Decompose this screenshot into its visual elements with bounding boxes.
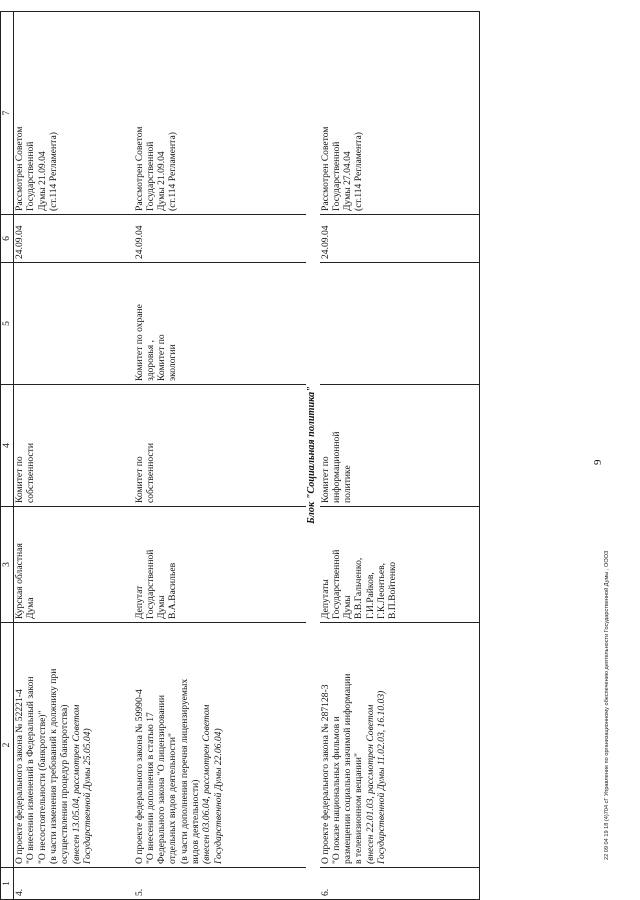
agenda-row bbox=[14, 12, 134, 900]
initiator-line: Думы bbox=[342, 595, 354, 619]
item-number-text: 4. bbox=[14, 888, 25, 896]
initiator-line: Думы bbox=[156, 595, 168, 619]
bill-line: О проекте федерального закона № 287128-3 bbox=[319, 684, 331, 864]
committee-line: политике bbox=[342, 465, 354, 503]
section-row bbox=[306, 12, 320, 900]
date-cell bbox=[320, 215, 480, 263]
bill-cell bbox=[14, 623, 134, 868]
committee-line: Комитет по bbox=[14, 456, 25, 503]
bill-line: О проекте федерального закона № 52221-4 bbox=[14, 689, 25, 864]
co-committee-cell bbox=[134, 263, 306, 385]
initiator-line: Курская областная bbox=[14, 543, 25, 619]
initiator-line: В.В.Гальченко, bbox=[353, 557, 365, 619]
col-header-1: 1 bbox=[1, 868, 14, 900]
date-cell bbox=[14, 215, 134, 263]
initiator-cell bbox=[14, 507, 134, 623]
date-text: 24.09.04 bbox=[319, 225, 331, 259]
bill-note-line: (внесен 22.01.03, рассмотрен Советом bbox=[364, 704, 376, 864]
co-committee-cell bbox=[320, 263, 480, 385]
bill-line: видов деятельности) bbox=[190, 779, 202, 864]
date-text: 24.09.04 bbox=[14, 225, 25, 259]
bill-line: "О показе национальных фильмов и bbox=[330, 716, 342, 864]
initiator-cell bbox=[134, 507, 306, 623]
bill-line: "О внесении дополнения в статью 17 bbox=[144, 712, 156, 864]
initiator-line: В.А.Васильев bbox=[167, 562, 179, 619]
initiator-line: Государственной bbox=[144, 549, 156, 619]
committee-cell bbox=[320, 385, 480, 507]
bill-cell bbox=[320, 623, 480, 868]
initiator-line: Г.К.Леонтьев, bbox=[376, 562, 388, 619]
note-line: Рассмотрен Советом bbox=[14, 126, 25, 211]
note-line: Думы 21.09.04 bbox=[36, 151, 48, 211]
co-committee-line: Комитет по охране bbox=[133, 304, 145, 381]
col-header-7: 7 bbox=[1, 12, 14, 215]
bill-line: в телевизионном вещании" bbox=[353, 753, 365, 864]
col-header-5: 5 bbox=[1, 263, 14, 385]
note-line: (ст.114 Регламента) bbox=[167, 132, 179, 211]
agenda-row bbox=[320, 12, 480, 900]
note-line: (ст.114 Регламента) bbox=[47, 132, 59, 211]
committee-line: собственности bbox=[25, 442, 37, 503]
footer-stamp: 22 09 04 19 18 (4)704 сГ Управление по организационному обеспечению деятельности Государственной Думы , ОООЗ bbox=[604, 550, 610, 860]
header-row bbox=[1, 12, 14, 900]
bill-note-line: Государственной Думы 11.02.03, 16.10.03) bbox=[376, 690, 388, 864]
co-committee-cell bbox=[14, 263, 134, 385]
note-line: Государственной bbox=[144, 141, 156, 211]
note-line: Государственной bbox=[25, 141, 37, 211]
co-committee-line: Комитет по bbox=[156, 334, 168, 381]
initiator-line: Г.И.Райков, bbox=[364, 572, 376, 619]
page-number: 9 bbox=[592, 459, 604, 465]
note-line: Рассмотрен Советом bbox=[319, 126, 331, 211]
committee-cell bbox=[14, 385, 134, 507]
bill-note-line: Государственной Думы 25.05.04) bbox=[81, 728, 93, 864]
initiator-line: Депутаты bbox=[319, 579, 331, 619]
note-cell bbox=[14, 12, 134, 215]
note-line: Государственной bbox=[330, 141, 342, 211]
committee-line: собственности bbox=[144, 442, 156, 503]
bill-note-line: Государственной Думы 22.06.04) bbox=[212, 728, 224, 864]
bill-line: (в части дополнения перечня лицензируемых bbox=[178, 678, 190, 864]
bill-line: (в части изменения требований к должнику при bbox=[47, 668, 59, 864]
bill-line: Федерального закона "О лицензировании bbox=[156, 694, 168, 864]
date-cell bbox=[134, 215, 306, 263]
note-line: Рассмотрен Советом bbox=[133, 126, 145, 211]
item-number bbox=[14, 868, 134, 900]
bill-cell bbox=[134, 623, 306, 868]
bill-note-line: (внесен 03.06.04, рассмотрен Советом bbox=[201, 704, 213, 864]
initiator-line: Государственной bbox=[330, 549, 342, 619]
col-header-4: 4 bbox=[1, 385, 14, 507]
committee-cell bbox=[134, 385, 306, 507]
note-line: Думы 21.09.04 bbox=[156, 151, 168, 211]
note-cell bbox=[134, 12, 306, 215]
initiator-line: В.П.Войтенко bbox=[387, 561, 399, 619]
date-text: 24.09.04 bbox=[133, 225, 145, 259]
bill-line: О проекте федерального закона № 59990-4 bbox=[133, 689, 145, 864]
bill-line: размещении социально значимой информации bbox=[342, 673, 354, 864]
col-header-2: 2 bbox=[1, 623, 14, 868]
item-number bbox=[134, 868, 306, 900]
bill-line: "О внесении изменений в Федеральный закон bbox=[25, 676, 37, 864]
agenda-table bbox=[0, 11, 480, 900]
initiator-line: Депутат bbox=[133, 585, 145, 619]
col-header-3: 3 bbox=[1, 507, 14, 623]
initiator-cell bbox=[320, 507, 480, 623]
note-line: Думы 27.04.04 bbox=[342, 151, 354, 211]
committee-line: информационной bbox=[330, 431, 342, 503]
bill-line: отдельных видов деятельности" bbox=[167, 733, 179, 864]
bill-line: "О несостоятельности (банкротстве)" bbox=[36, 710, 48, 864]
item-number-text: 6. bbox=[319, 888, 331, 896]
committee-line: Комитет по bbox=[319, 456, 331, 503]
item-number bbox=[320, 868, 480, 900]
co-committee-line: экологии bbox=[167, 344, 179, 381]
section-title: Блок "Социальная политика" bbox=[306, 12, 320, 900]
bill-line: осуществлении процедур банкротства) bbox=[59, 704, 71, 864]
committee-line: Комитет по bbox=[133, 456, 145, 503]
co-committee-line: здоровья , bbox=[144, 339, 156, 381]
item-number-text: 5. bbox=[133, 888, 145, 896]
agenda-row bbox=[134, 12, 306, 900]
bill-note-line: (внесен 13.05.04, рассмотрен Советом bbox=[70, 704, 82, 864]
initiator-line: Дума bbox=[25, 597, 37, 619]
note-cell bbox=[320, 12, 480, 215]
note-line: (ст.114 Регламента) bbox=[353, 132, 365, 211]
col-header-6: 6 bbox=[1, 215, 14, 263]
